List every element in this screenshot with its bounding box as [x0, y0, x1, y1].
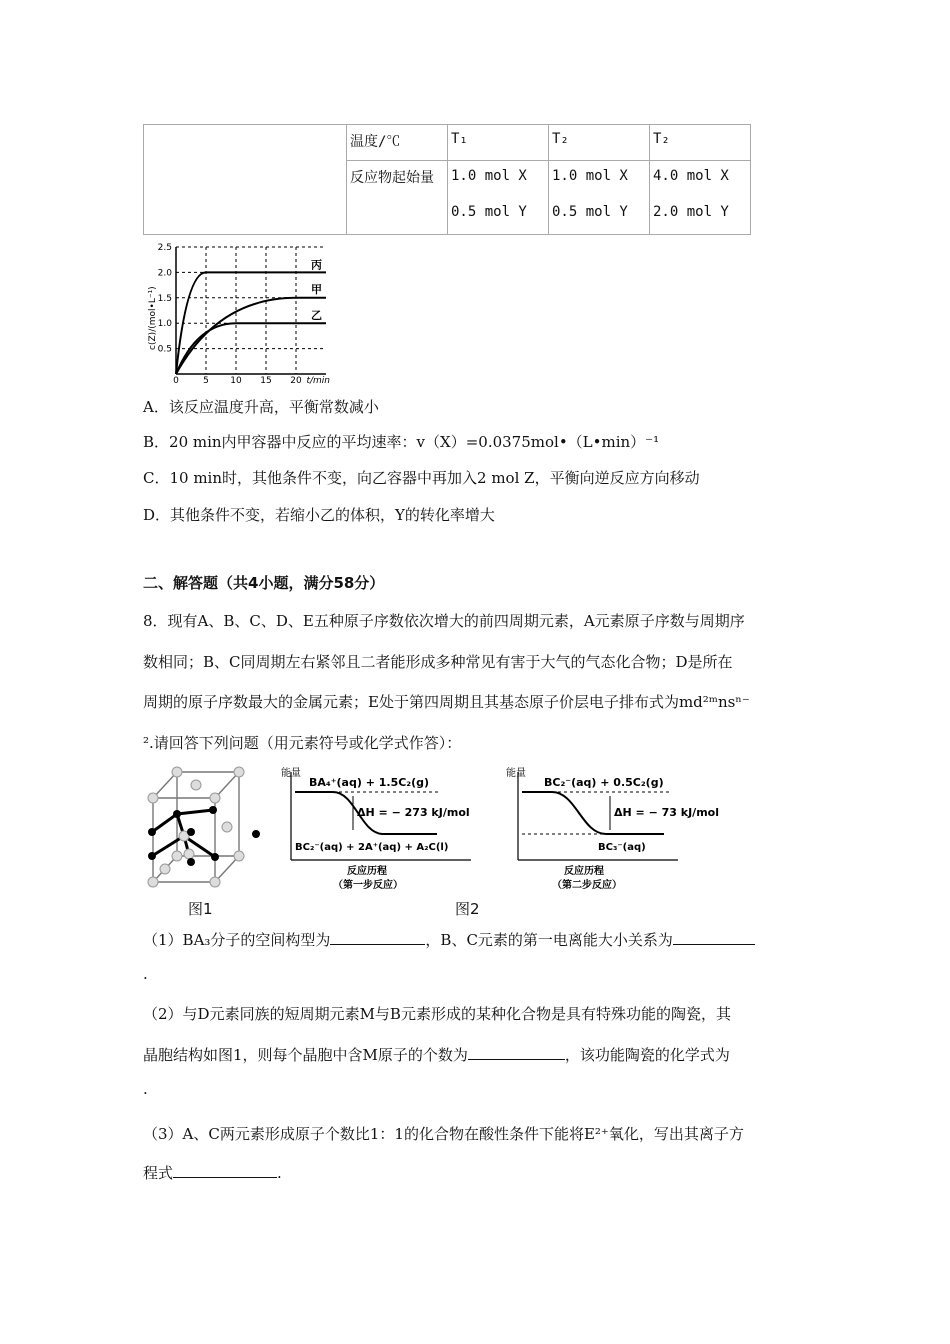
e1-axis-y: 能量	[281, 768, 301, 779]
y-tick-label: 0.5	[157, 344, 172, 355]
answer-blank-3[interactable]	[468, 1045, 565, 1060]
amount-c3: 4.0 mol X 2.0 mol Y	[650, 161, 751, 235]
option-c: C．10 min时，其他条件不变，向乙容器中再加入2 mol Z，平衡向逆反应方向移动	[143, 469, 700, 487]
energy-diagram-step2	[502, 764, 719, 894]
series-label-2: 乙	[311, 309, 322, 323]
chart-axes	[176, 247, 326, 374]
temp-c2: T₂	[549, 125, 650, 161]
y-tick-label: 2.0	[157, 268, 172, 279]
sub2-end: .	[143, 1080, 148, 1098]
e2-dh: ΔH = − 73 kJ/mol	[614, 806, 719, 819]
answer-blank-1[interactable]	[330, 930, 425, 945]
q8-line1: 8．现有A、B、C、D、E五种原子序数依次增大的前四周期元素，A元素原子序数与周期序	[143, 612, 745, 630]
x-tick-label: 5	[203, 376, 209, 386]
y-tick-label: 2.5	[157, 243, 172, 253]
amount-label: 反应物起始量	[347, 161, 448, 235]
y-tick-label: 1.5	[157, 293, 172, 304]
temp-label: 温度/℃	[347, 125, 448, 161]
condition-table	[143, 124, 751, 235]
e1-bottom: BC₂⁻(aq) + 2A⁺(aq) + A₂C(l)	[295, 842, 449, 853]
sub2-line1: （2）与D元素同族的短周期元素M与B元素形成的某种化合物是具有特殊功能的陶瓷，其	[143, 1005, 731, 1023]
sub1-line: （1）BA₃分子的空间构型为 ，B、C元素的第一电离能大小关系为	[143, 929, 755, 950]
crystal-cell-figure	[143, 762, 278, 892]
answer-blank-2[interactable]	[673, 930, 755, 945]
y-tick-label: 1.0	[157, 319, 172, 330]
temp-c1: T₁	[448, 125, 549, 161]
option-a: A．该反应温度升高，平衡常数减小	[143, 398, 379, 416]
e1-x2: （第一步反应）	[333, 880, 403, 891]
y-axis-label: c(Z)/(mol•L⁻¹)	[148, 286, 158, 350]
e2-x1: 反应历程	[564, 866, 604, 877]
sub3-line1: （3）A、C两元素形成原子个数比1：1的化合物在酸性条件下能将E²⁺氧化，写出其离子方	[143, 1125, 744, 1143]
chart-series	[176, 272, 326, 374]
e1-dh: ΔH = − 273 kJ/mol	[357, 806, 470, 819]
x-tick-label: 20	[290, 376, 302, 386]
chart-grid	[176, 247, 326, 374]
e2-axis-y: 能量	[506, 768, 526, 779]
q8-line4: ².请回答下列问题（用元素符号或化学式作答）：	[143, 734, 462, 752]
energy-diagram-step1	[275, 764, 475, 894]
e2-bottom: BC₃⁻(aq)	[598, 842, 646, 853]
sub1-end: .	[143, 965, 148, 983]
e2-x2: （第二步反应）	[552, 880, 622, 891]
empty-cell	[144, 125, 347, 235]
section-title: 二、解答题（共4小题，满分58分）	[143, 574, 385, 592]
concentration-chart	[143, 238, 335, 384]
e2-top: BC₂⁻(aq) + 0.5C₂(g)	[544, 776, 664, 789]
e1-x1: 反应历程	[347, 866, 387, 877]
sub2-line2: 晶胞结构如图1，则每个晶胞中含M原子的个数为 ，该功能陶瓷的化学式为	[143, 1046, 730, 1064]
x-tick-label: 10	[230, 376, 242, 386]
sub3-line2: 程式 .	[143, 1164, 282, 1182]
x-tick-label: 0	[173, 376, 179, 386]
e1-top: BA₄⁺(aq) + 1.5C₂(g)	[309, 776, 430, 789]
amount-c2: 1.0 mol X 0.5 mol Y	[549, 161, 650, 235]
q8-line2: 数相同；B、C同周期左右紧邻且二者能形成多种常见有害于大气的气态化合物；D是所在	[143, 653, 733, 671]
series-line-1	[176, 298, 326, 374]
answer-blank-4[interactable]	[173, 1163, 277, 1178]
option-d: D．其他条件不变，若缩小乙的体积，Y的转化率增大	[143, 506, 495, 524]
fig2-label: 图2	[455, 900, 480, 918]
amount-c1: 1.0 mol X 0.5 mol Y	[448, 161, 549, 235]
temp-c3: T₂	[650, 125, 751, 161]
x-tick-label: 15	[260, 376, 272, 386]
q8-line3: 周期的原子序数最大的金属元素；E处于第四周期且其基态原子价层电子排布式为md²ᵐnsⁿ⁻	[143, 693, 750, 711]
series-label-0: 丙	[311, 258, 322, 272]
series-label-1: 甲	[311, 282, 322, 296]
x-axis-label: t/min	[306, 376, 330, 386]
fig1-label: 图1	[188, 900, 213, 918]
option-b: B．20 min内甲容器中反应的平均速率：v（X）=0.0375mol•（L•min）⁻¹	[143, 433, 660, 451]
